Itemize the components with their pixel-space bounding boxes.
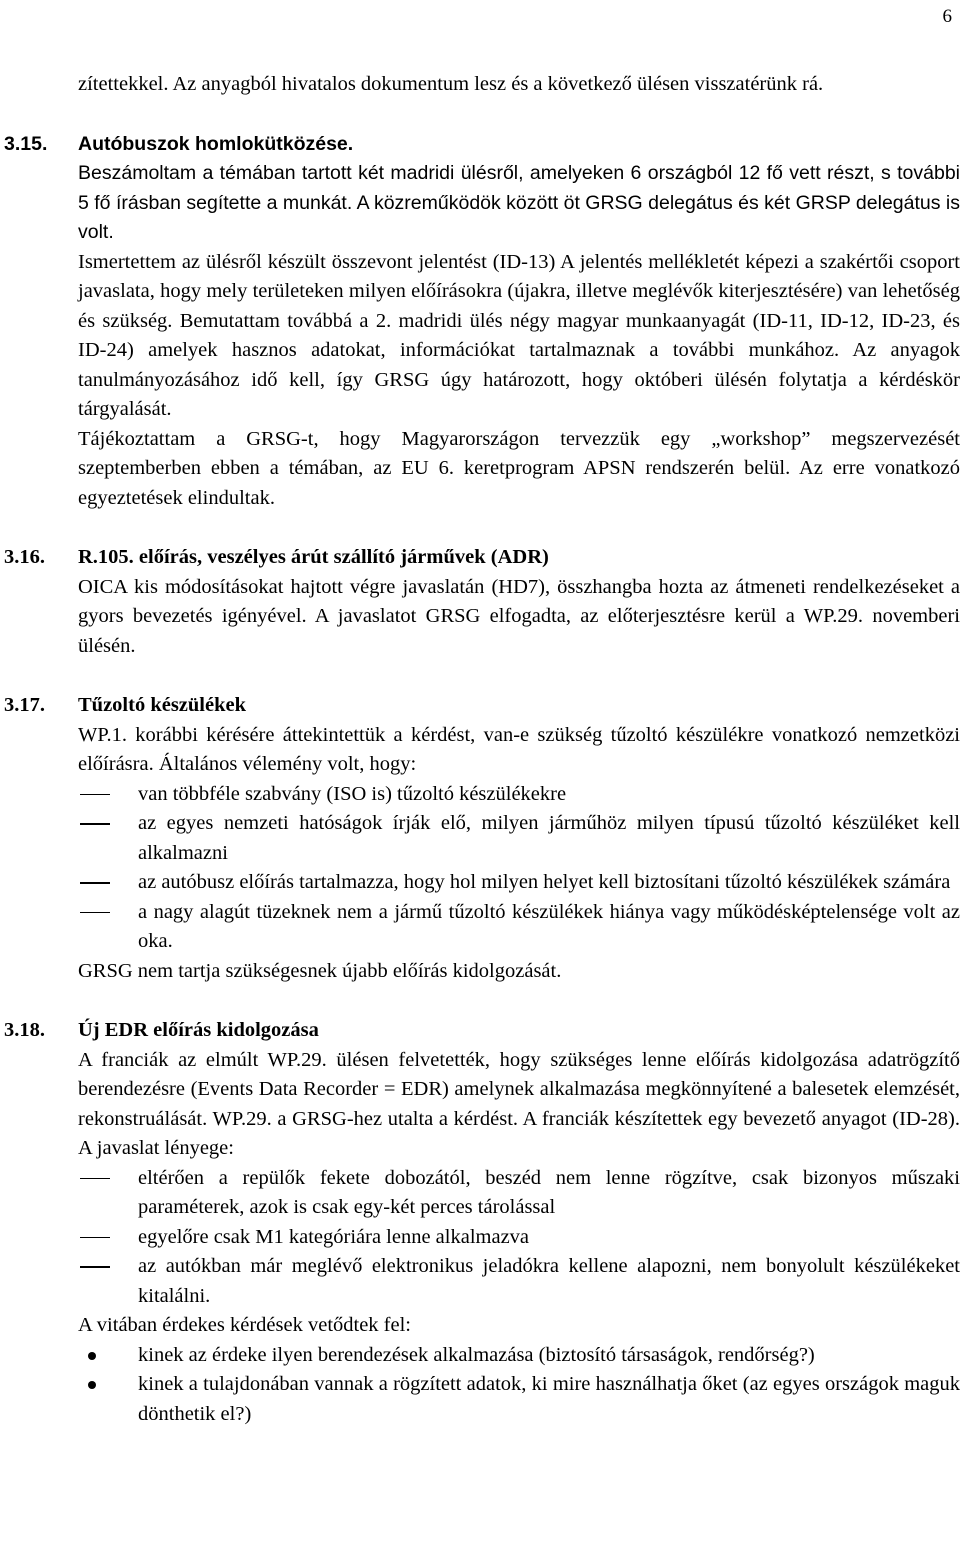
list-item [78, 898, 960, 957]
section-number: 3.18. [4, 1019, 45, 1041]
page-number: 6 [942, 6, 952, 27]
section-paragraph: OICA kis módosításokat hajtott végre javaslatán (HD7), összhangba hozta az átmeneti rendelkezéseket a gyors bevezetés igényével. A javaslatot GRSG elfogadta, az előterjesztésre kerül a WP.29. novemberi ülésén. [78, 575, 960, 657]
list-item [78, 1370, 960, 1429]
intro-paragraph: zítettekkel. Az anyagból hivatalos dokumentum lesz és a következő ülésen visszatérünk rá. [78, 73, 824, 95]
dash-marker [80, 823, 110, 825]
section-title: Autóbuszok homlokütközése. [78, 132, 354, 155]
section-3-17 [4, 691, 960, 986]
section-paragraph: Tájékoztattam a GRSG-t, hogy Magyarországon tervezzük egy „workshop” megszervezését szeptemberben ebben a témában, az EU 6. keretprogram APSN rendszerén belül. Az erre vonatkozó egyeztetések elindultak. [78, 427, 960, 509]
list-item [78, 868, 960, 898]
list-item [78, 780, 960, 810]
section-3-18 [4, 1016, 960, 1429]
section-paragraph: GRSG nem tartja szükségesnek újabb előírás kidolgozását. [78, 959, 562, 982]
dash-marker [80, 1178, 110, 1180]
list-item-text: egyelőre csak M1 kategóriára lenne alkalmazva [138, 1225, 530, 1248]
section-paragraph: A vitában érdekes kérdések vetődtek fel: [78, 1314, 411, 1336]
section-number: 3.15. [4, 132, 48, 155]
bullet-list [78, 1341, 960, 1430]
list-item [78, 1252, 960, 1311]
section-title: R.105. előírás, veszélyes árút szállító járművek (ADR) [78, 546, 549, 568]
list-item-text: eltérően a repülők fekete dobozától, beszéd nem lenne rögzítve, csak bizonyos műszaki paraméterek, azok is csak egy-két perces tárolással [138, 1166, 960, 1218]
dash-list [78, 780, 960, 957]
list-item-text: az autóbusz előírás tartalmazza, hogy hol milyen helyet kell biztosítani tűzoltó készülékek számára [138, 871, 951, 893]
dash-marker [80, 1237, 110, 1239]
section-3-15 [4, 130, 960, 514]
document-body [4, 70, 960, 1429]
list-item-text: kinek az érdeke ilyen berendezések alkalmazása (biztosító társaságok, rendőrség?) [138, 1343, 815, 1366]
list-item [78, 1341, 960, 1371]
list-item-text: az autókban már meglévő elektronikus jeladókra kellene alapozni, nem bonyolult készülékeket kitalálni. [138, 1255, 960, 1307]
dash-marker [80, 1266, 110, 1268]
bullet-marker [88, 1381, 96, 1389]
list-item-text: van többféle szabvány (ISO is) tűzoltó készülékekre [138, 782, 567, 805]
list-item-text: az egyes nemzeti hatóságok írják elő, milyen járműhöz milyen típusú tűzoltó készüléket kell alkalmazni [138, 812, 960, 864]
bullet-marker [88, 1352, 96, 1360]
list-item-text: a nagy alagút tüzeknek nem a jármű tűzoltó készülékek hiánya vagy működésképtelensége volt az oka. [138, 900, 960, 952]
section-title: Új EDR előírás kidolgozása [78, 1019, 319, 1041]
dash-list [78, 1164, 960, 1312]
section-paragraph: WP.1. korábbi kérésére áttekintettük a kérdést, van-e szükség tűzoltó készülékre vonatkozó nemzetközi előírásra. Általános vélemény volt, hogy: [78, 723, 960, 775]
section-title: Tűzoltó készülékek [78, 694, 246, 716]
list-item [78, 1164, 960, 1223]
dash-marker [80, 882, 110, 884]
dash-marker [80, 794, 110, 796]
dash-marker [80, 912, 110, 914]
list-item [78, 1223, 960, 1253]
section-paragraph: A franciák az elmúlt WP.29. ülésen felvetették, hogy szükséges lenne előírás kidolgozása adatrögzítő berendezésre (Events Data Recorder = EDR) amelynek alkalmazása megkönnyítené a balesetek elemzését, rekonstruálását. WP.29. a GRSG-hez utalta a kérdést. A franciák készítettek egy bevezető anyagot (ID-28). A javaslat lényege: [78, 1048, 960, 1159]
list-item-text: kinek a tulajdonában vannak a rögzített adatok, ki mire használhatja őket (az egyes országok maguk dönthetik el?) [138, 1373, 960, 1425]
section-paragraph: Beszámoltam a témában tartott két madridi ülésről, amelyeken 6 országból 12 fő vett részt, s további 5 fő írásban segítette a munkát. A közreműködök között öt GRSG delegátus és két GRSP delegátus is volt. [78, 162, 960, 243]
list-item [78, 809, 960, 868]
section-3-16 [4, 543, 960, 661]
section-number: 3.16. [4, 546, 45, 568]
section-number: 3.17. [4, 694, 45, 716]
section-paragraph: Ismertettem az ülésről készült összevont jelentést (ID-13) A jelentés mellékletét képezi a szakértői csoport javaslata, hogy mely területeken milyen előírásokra (újakra, illetve meglévők kiterjesztésére) van lehetőség és szükség. Bemutattam továbbá a 2. madridi ülés négy magyar munkaanyagát (ID-11, ID-12, ID-23, és ID-24) amelyek hasznos adatokat, információkat tartalmaznak a további munkához. Az anyagok tanulmányozásához idő kell, így GRSG úgy határozott, hogy októberi ülésén folytatja a kérdéskör tárgyalását. [78, 250, 960, 420]
